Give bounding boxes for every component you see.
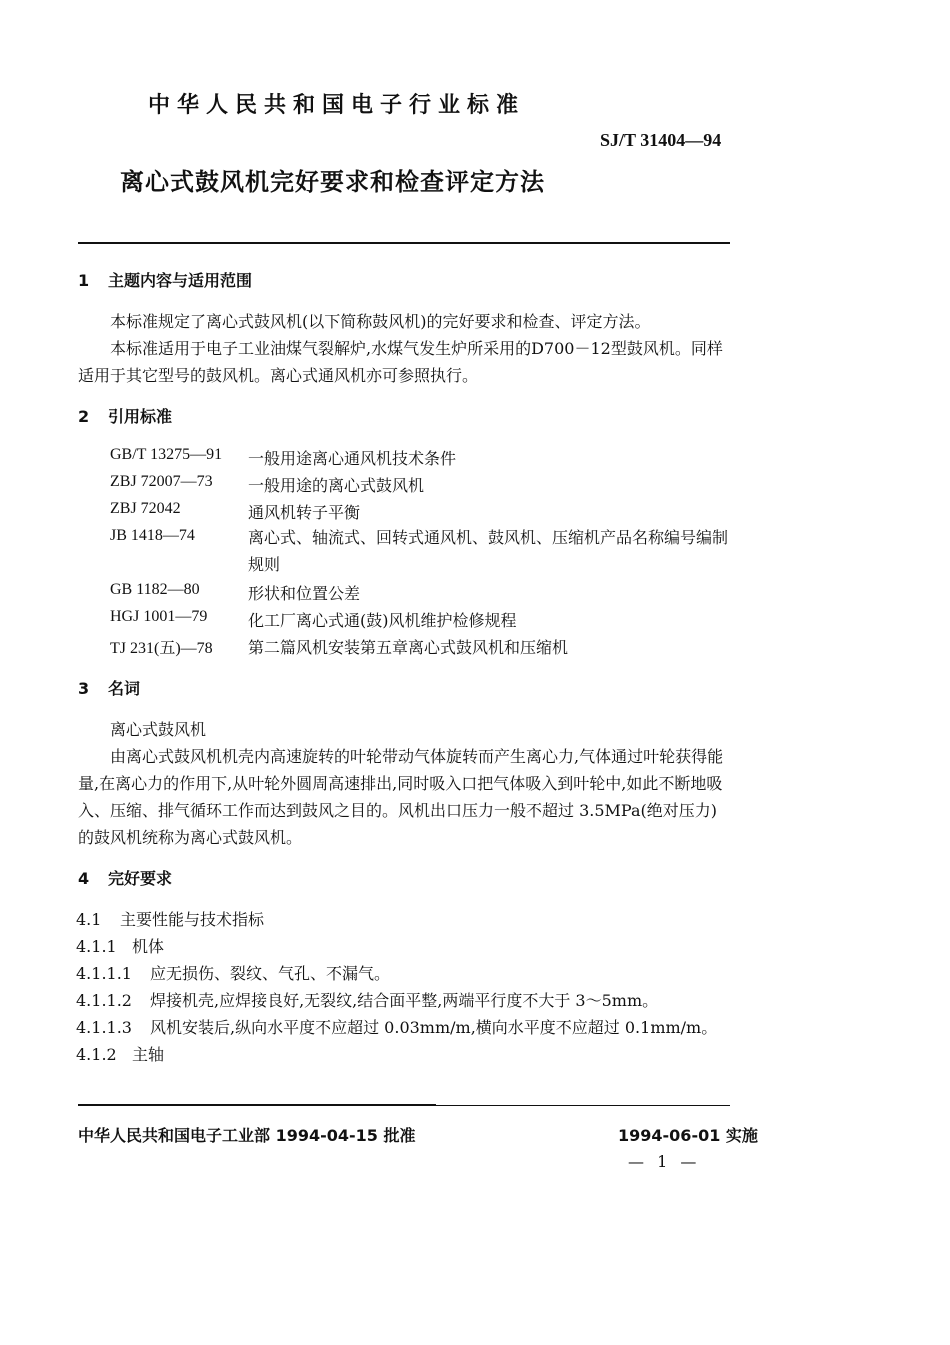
clause-text: 机体 — [132, 937, 165, 956]
section-4-heading — [78, 866, 172, 889]
term-name: 离心式鼓风机 — [110, 720, 207, 739]
clause-number: 4.1.1 — [76, 937, 117, 956]
reference-code: ZBJ 72007—73 — [110, 473, 213, 490]
section-number: 4 — [78, 869, 90, 888]
clause-number: 4.1 — [76, 910, 102, 929]
page-number: — 1 — — [628, 1152, 701, 1171]
clause-text: 主轴 — [132, 1045, 165, 1064]
section-2-heading — [78, 404, 172, 427]
reference-code: JB 1418—74 — [110, 527, 195, 544]
section-1-paragraph-2: 本标准适用于电子工业油煤气裂解炉,水煤气发生炉所采用的D700－12型鼓风机。同样适用于其它型号的鼓风机。离心式通风机亦可参照执行。 — [78, 339, 723, 385]
standard-code: SJ/T 31404—94 — [600, 130, 722, 150]
clause-4-1-1-1 — [76, 961, 390, 984]
approval-statement: 中华人民共和国电子工业部 1994-04-15 批准 — [78, 1126, 416, 1145]
clause-4-1-2 — [76, 1042, 164, 1065]
clause-text: 焊接机壳,应焊接良好,无裂纹,结合面平整,两端平行度不大于 3～5mm。 — [150, 991, 659, 1010]
section-1-heading — [78, 268, 252, 291]
reference-name: 通风机转子平衡 — [248, 503, 361, 522]
reference-name: 一般用途离心通风机技术条件 — [248, 449, 457, 468]
clause-number: 4.1.1.1 — [76, 964, 132, 983]
section-1-paragraph-1: 本标准规定了离心式鼓风机(以下简称鼓风机)的完好要求和检查、评定方法。 — [110, 312, 651, 331]
section-number: 1 — [78, 271, 90, 290]
clause-number: 4.1.1.3 — [76, 1018, 132, 1037]
section-title: 名词 — [108, 679, 141, 698]
header-divider — [78, 242, 730, 244]
reference-code: TJ 231(五)—78 — [110, 640, 213, 657]
issuing-organization: 中华人民共和国电子行业标准 — [148, 93, 526, 118]
clause-4-1-1-2 — [76, 988, 658, 1011]
section-3-heading — [78, 676, 140, 699]
section-title: 引用标准 — [108, 407, 173, 426]
section-number: 2 — [78, 407, 90, 426]
reference-name: 一般用途的离心式鼓风机 — [248, 476, 425, 495]
clause-4-1-1-3 — [76, 1015, 717, 1038]
reference-name: 化工厂离心式通(鼓)风机维护检修规程 — [248, 611, 517, 630]
clause-text: 风机安装后,纵向水平度不应超过 0.03mm/m,横向水平度不应超过 0.1mm/m。 — [150, 1018, 718, 1037]
reference-code: GB 1182—80 — [110, 581, 200, 598]
reference-name: 形状和位置公差 — [248, 584, 361, 603]
section-number: 3 — [78, 679, 90, 698]
reference-code: HGJ 1001—79 — [110, 608, 208, 625]
clause-text: 主要性能与技术指标 — [120, 910, 265, 929]
clause-number: 4.1.2 — [76, 1045, 117, 1064]
clause-4-1 — [76, 907, 264, 930]
reference-name: 第二篇风机安装第五章离心式鼓风机和压缩机 — [248, 638, 569, 657]
clause-number: 4.1.1.2 — [76, 991, 132, 1010]
document-title: 离心式鼓风机完好要求和检查评定方法 — [120, 168, 545, 196]
section-title: 完好要求 — [108, 869, 173, 888]
term-definition: 由离心式鼓风机机壳内高速旋转的叶轮带动气体旋转而产生离心力,气体通过叶轮获得能量,在离心力的作用下,从叶轮外圆周高速排出,同时吸入口把气体吸入到叶轮中,如此不断地吸入、压缩、排气循环工作而达到鼓风之目的。风机出口压力一般不超过 3.5MPa(绝对压力)的鼓风机统称为离心式鼓风机。 — [78, 747, 724, 847]
reference-name: 离心式、轴流式、回转式通风机、鼓风机、压缩机产品名称编号编制规则 — [248, 528, 729, 574]
clause-4-1-1 — [76, 934, 164, 957]
reference-code: ZBJ 72042 — [110, 500, 181, 517]
effective-date: 1994-06-01 实施 — [618, 1126, 758, 1145]
footer-divider-right — [436, 1105, 730, 1106]
clause-text: 应无损伤、裂纹、气孔、不漏气。 — [150, 964, 391, 983]
footer-divider-left — [78, 1104, 436, 1106]
reference-code: GB/T 13275—91 — [110, 446, 223, 463]
section-title: 主题内容与适用范围 — [108, 271, 253, 290]
